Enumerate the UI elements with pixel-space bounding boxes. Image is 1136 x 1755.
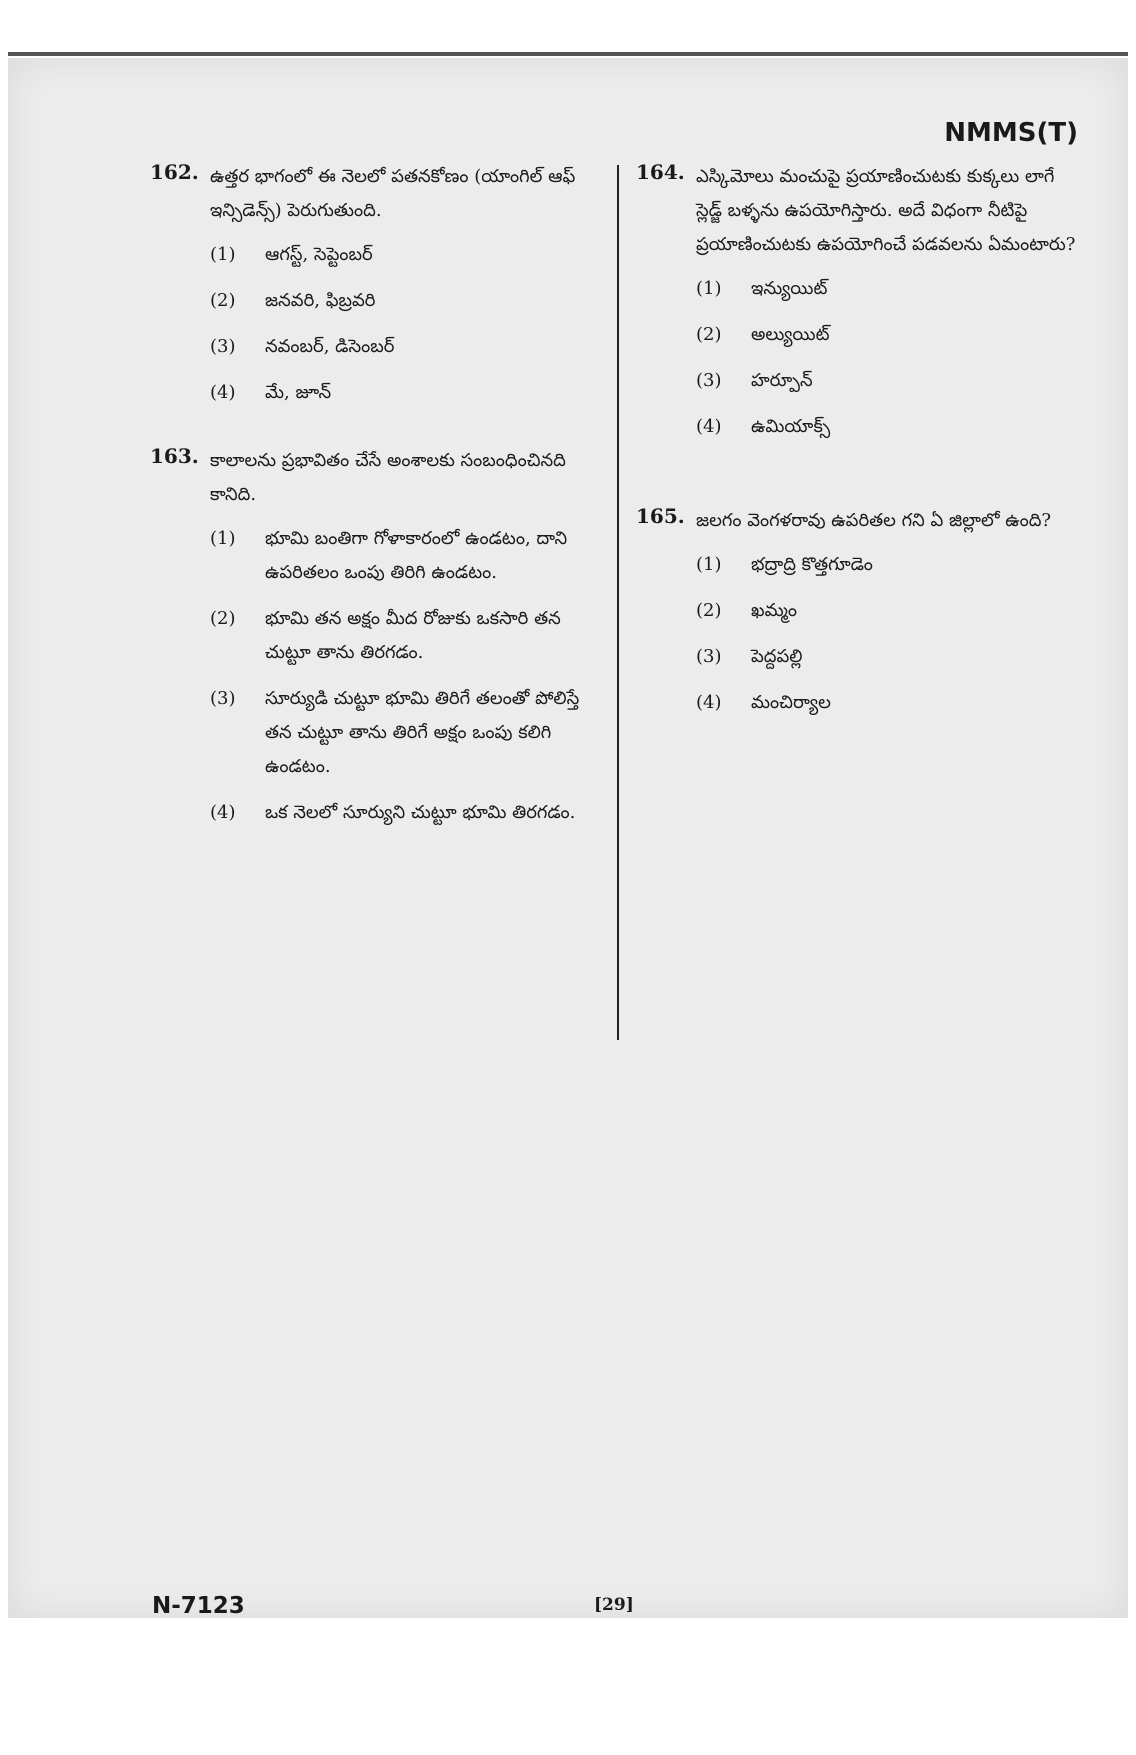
question-number: 163. <box>150 444 199 468</box>
option-2 <box>210 284 605 318</box>
question-text: ఉత్తర భాగంలో ఈ నెలలో పతనకోణం (యాంగిల్ ఆఫ్ ఇన్సిడెన్స్) పెరుగుతుంది. <box>210 166 576 221</box>
column-divider <box>617 165 619 1040</box>
page-number: [29] <box>594 1595 634 1615</box>
option-4 <box>210 376 605 410</box>
option-1 <box>210 238 605 272</box>
option-text: పెద్దపల్లి <box>751 646 803 667</box>
option-label: (2) <box>696 324 722 345</box>
option-text: నవంబర్, డిసెంబర్ <box>265 336 395 357</box>
option-text: ఆగస్ట్, సెప్టెంబర్ <box>265 244 373 265</box>
booklet-code: N-7123 <box>152 1593 245 1619</box>
option-text: ఖమ్మం <box>751 600 797 621</box>
question-165 <box>636 504 1086 720</box>
option-3 <box>696 364 1086 398</box>
option-4 <box>210 796 605 830</box>
option-label: (4) <box>696 416 722 437</box>
option-2 <box>210 602 605 670</box>
option-label: (3) <box>696 646 722 667</box>
option-1 <box>210 522 605 590</box>
option-text: ఒక నెలలో సూర్యుని చుట్టూ భూమి తిరగడం. <box>265 802 576 823</box>
option-2 <box>696 594 1086 628</box>
option-list <box>210 522 605 830</box>
option-label: (3) <box>210 336 236 357</box>
option-4 <box>696 410 1086 444</box>
question-163 <box>150 444 605 830</box>
question-number: 162. <box>150 160 199 184</box>
option-list <box>696 548 1086 720</box>
option-label: (4) <box>210 382 236 403</box>
question-164 <box>636 160 1086 444</box>
option-text: హర్పూన్ <box>751 370 813 391</box>
option-list <box>696 272 1086 444</box>
option-label: (1) <box>210 528 236 549</box>
option-label: (2) <box>210 608 236 629</box>
option-text: ఇన్యుయిట్ <box>751 278 828 299</box>
question-text: కాలాలను ప్రభావితం చేసే అంశాలకు సంబంధించినది కానిది. <box>210 450 566 505</box>
option-text: భూమి బంతిగా గోళాకారంలో ఉండటం, దాని ఉపరితలం ఒంపు తిరిగి ఉండటం. <box>265 528 568 583</box>
option-label: (2) <box>696 600 722 621</box>
option-list <box>210 238 605 410</box>
question-162 <box>150 160 605 410</box>
option-label: (1) <box>210 244 236 265</box>
question-number: 164. <box>636 160 685 184</box>
option-text: మంచిర్యాల <box>751 692 831 713</box>
option-3 <box>210 682 605 784</box>
option-1 <box>696 272 1086 306</box>
question-text: జలగం వెంగళరావు ఉపరితల గని ఏ జిల్లాలో ఉంది? <box>696 510 1052 531</box>
question-number: 165. <box>636 504 685 528</box>
option-text: భద్రాద్రి కొత్తగూడెం <box>751 554 873 575</box>
option-text: జనవరి, ఫిబ్రవరి <box>265 290 376 311</box>
option-label: (1) <box>696 278 722 299</box>
option-text: సూర్యుడి చుట్టూ భూమి తిరిగే తలంతో పోలిస్తే తన చుట్టూ తాను తిరిగే అక్షం ఒంపు కలిగి ఉండటం. <box>265 688 580 777</box>
exam-code-header: NMMS(T) <box>944 118 1078 148</box>
option-text: అల్యుయిట్ <box>751 324 830 345</box>
option-2 <box>696 318 1086 352</box>
option-3 <box>210 330 605 364</box>
option-text: మే, జూన్ <box>265 382 332 403</box>
top-border <box>8 52 1128 56</box>
question-text: ఎస్కిమోలు మంచుపై ప్రయాణించుటకు కుక్కలు లాగే స్లెడ్జ్ బళ్ళను ఉపయోగిస్తారు. అదే విధంగా నీటిపై ప్రయాణించుటకు ఉపయోగించే పడవలను ఏమంటారు? <box>696 166 1076 255</box>
option-1 <box>696 548 1086 582</box>
option-3 <box>696 640 1086 674</box>
right-column <box>636 160 1086 754</box>
option-label: (4) <box>210 802 236 823</box>
option-label: (4) <box>696 692 722 713</box>
option-text: భూమి తన అక్షం మీద రోజుకు ఒకసారి తన చుట్టూ తాను తిరగడం. <box>265 608 561 663</box>
option-label: (1) <box>696 554 722 575</box>
option-label: (2) <box>210 290 236 311</box>
option-4 <box>696 686 1086 720</box>
option-label: (3) <box>210 688 236 709</box>
option-label: (3) <box>696 370 722 391</box>
option-text: ఉమియాక్స్ <box>751 416 831 437</box>
left-column <box>150 160 605 864</box>
